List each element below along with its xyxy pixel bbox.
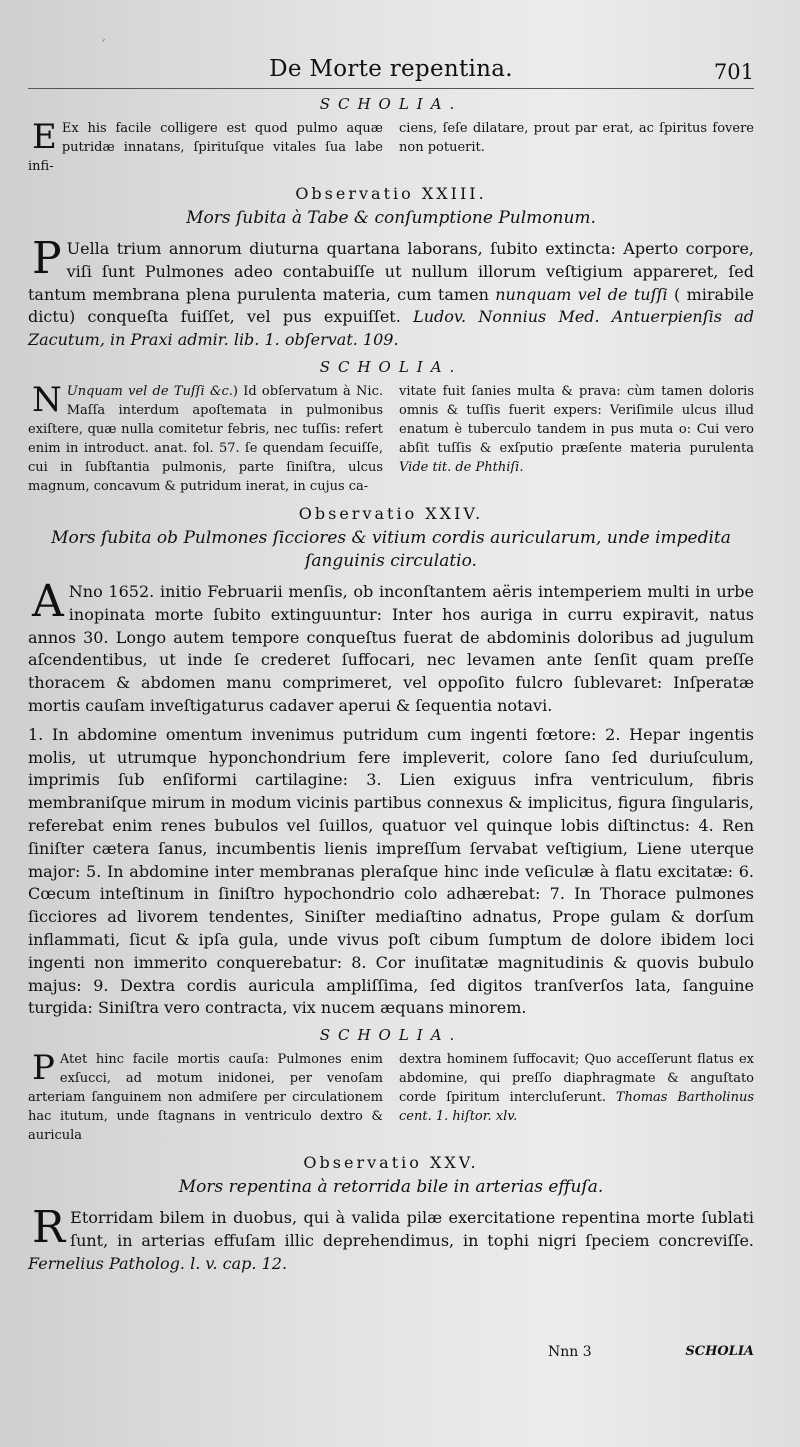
scholia-1-left [28,119,383,176]
running-title: De Morte repentina. [269,56,513,82]
catchword: SCHOLIA [685,1344,754,1359]
scholia-2-citation: Vide tit. de Phthiſi. [399,459,524,475]
scholia-2-left-text: ) Id obſervatum à Nic. Maſſa interdum apoſtemata in pulmonibus exiſtere, quæ nulla comitetur febris, nec tuſſis: refert enim in introduct. anat. fol. 57. ſe quendam ſecuiſſe, cui in ſubſtantia pulmonis, parte ſiniſtra, ulcus magnum, concavum & putridum inerat, in cujus ca- [28,383,384,494]
observation-25-text [28,1202,754,1275]
scholia-heading-1: SCHOLIA. [319,95,463,113]
scholia-3-right [399,1050,754,1145]
scholia-2-left-italic: Unquam vel de Tuſſi &c. [66,383,233,399]
observation-25-text-body: Etorridam bilem in duobus, qui à valida pilæ exercitatione repentina morte ſublati ſunt, in arterias effuſam illic deprehendimus, in tophi nigri ſpeciem concreviſſe. [70,1208,754,1250]
scholia-heading-3: SCHOLIA. [319,1026,463,1045]
scholia-2-left [28,379,384,496]
scholia-3-citation: Thomas Bartholinus cent. 1. hiſtor. xlv. [399,1090,754,1125]
observation-23-text-mid: ( mirabile dictu) conqueſta fuiſſet, vel pus expuiſſet. [28,284,754,327]
dropcap: R [32,1202,66,1254]
scholia-1-columns [28,119,754,176]
scholia-2-right [399,382,754,496]
header-rule [28,88,754,89]
dropcap: P [32,233,62,284]
dropcap: E [32,117,57,157]
scan-mark: ´ [100,38,106,52]
scholia-1-left-text: Ex his facile colligere est quod pulmo aquæ putridæ innatans, ſpirituſque vitales ſua labe infi- [28,121,383,174]
dropcap: A [32,575,64,627]
signature-mark: Nnn 3 [548,1344,592,1360]
observation-23-citation: Ludov. Nonnius Med. Antuerpienſis ad Zacutum, in Praxi admir. lib. 1. obſervat. 109. [28,307,754,350]
observation-title-23: Mors ſubita à Tabe & conſumptione Pulmonum. [186,208,596,228]
scholia-3-left-text: Atet hinc facile mortis cauſa: Pulmones enim exſucci, ad motum inidonei, per venoſam arteriam ſanguinem non admiſere per circulationem hac itutum, unde ſtagnans in ventriculo dextro & auricula [28,1052,383,1144]
observation-23-text [28,233,754,352]
observation-24-para-2: 1. In abdomine omentum invenimus putridum cum ingenti fœtore: 2. Hepar ingentis molis, ut utrumque hyponchondrium fere impleverit, colore ſano ſed duriuſculum, imprimis ſub enſiformi cartilagine: 3. Lien exiguus infra ventriculum, fibris membraniſque mirum in modum vicinis partibus connexus & implicitus, figura ſingularis, referebat enim renes bubulos vel ſuillos, quatuor vel quinque lobis diſtinctus: 4. Ren ſiniſter cætera ſanus, incumbentis lienis impreſſum ſervabat veſtigium, Liene uterque major: 5. In abdomine inter membranas pleraſque hinc inde veſiculæ à flatu excitatæ: 6. Cœcum inteſtinum in ſiniſtro hypochondrio colo adhærebat: 7. In Thorace pulmones ſicciores ad livorem tendentes, Siniſter mediaſtino adnatus, Prope gulam & dorſum inflammati, ſicut & ipſa gula, unde vivus poſt cibum ſumptum de dolore ibidem loci ingenti non immerito conquerebatur: 8. Cor inuſitatæ magnitudinis & quovis bubulo majus: 9. Dextra cordis auricula ampliſſima, ſed digitos tranſverſos lata, ſanguine turgida: Siniſtra vero contracta, vix nucem æquans minorem. [28,724,754,1018]
page-footer [28,1344,754,1368]
scholia-heading-2: SCHOLIA. [319,357,463,376]
scholia-3-columns [28,1050,754,1145]
observation-25-citation: Fernelius Patholog. l. v. cap. 12. [28,1253,288,1273]
scholia-3-right-text: dextra hominem ſuffocavit; Quo acceſſerunt flatus ex abdomine, qui preſſo diaphragmate & anguſtato corde ſpiritum intercluſerunt. [399,1052,754,1106]
dropcap: P [32,1048,55,1089]
page-header [28,52,754,88]
observation-title-25: Mors repentina à retorrida bile in arterias effuſa. [178,1177,604,1198]
observation-heading-24: Observatio XXIV. [298,503,484,523]
page-number: 701 [713,60,754,84]
scholia-3-left [28,1050,383,1145]
scholia-2-columns [28,379,754,496]
observation-24-para-1 [28,575,754,718]
observation-title-24: Mors ſubita ob Pulmones ſicciores & vitium cordis auricularum, unde impedita ſanguinis circulatio. [51,527,731,571]
dropcap: N [32,379,62,420]
scholia-2-right-text: vitate fuit ſanies multa & prava: cùm tamen doloris omnis & tuſſis fuerit expers: Veriſimile ulcus illud enatum è tuberculo tandem in pus muta o: Cui vero abſit tuſſis & exſputio præſente materia purulenta [399,383,754,456]
observation-heading-23: Observatio XXIII. [295,184,487,203]
observation-23-text-pre: Uella trium annorum diuturna quartana laborans, ſubito extincta: Aperto corpore, viſi ſunt Pulmones adeo contabuiſſe ut nullum illorum veſtigium appareret, ſed tantum membrana plena purulenta materia, cum tamen [28,239,754,304]
observation-24-para-1-text: Nno 1652. initio Februarii menſis, ob inconſtantem aëris intemperiem multi in urbe inopinata morte ſubito extinguuntur: Inter hos auriga in curru expiravit, natus annos 30. Longo autem tempore conqueſtus fuerat de abdominis doloribus ad jugulum aſcendentibus, ut inde ſe crederet ſuffocari, nec levamen ante ſenſit quam preſſe thoracem & abdomen manu comprimeret, vel oppoſito fulcro ſublevaret: Inſperatæ mortis cauſam inveſtigaturus cadaver aperui & ſequentia notavi. [28,581,754,715]
observation-heading-25: Observatio XXV. [303,1153,479,1173]
observation-23-text-italic: nunquam vel de tuſſi [495,284,668,304]
scholia-1-right: ciens, ſeſe dilatare, prout par erat, ac ſpiritus fovere non potuerit. [399,121,754,155]
